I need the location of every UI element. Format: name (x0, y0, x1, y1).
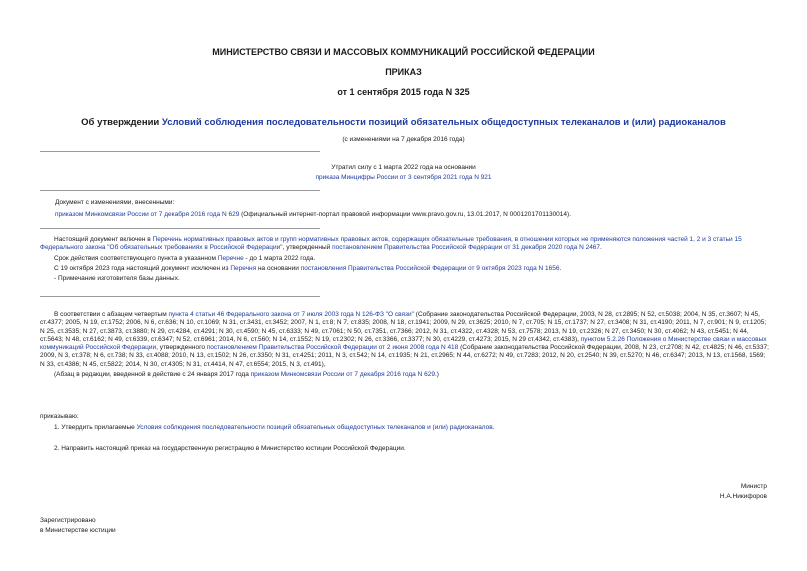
edition-paragraph (40, 371, 770, 379)
notice-paragraph-2 (40, 255, 770, 263)
changes-link[interactable]: приказом Минкомсвязи России от 7 декабря 2016 года N 629 (55, 211, 240, 218)
notice-perechnya-link[interactable]: Перечня (230, 264, 257, 272)
document-type: ПРИКАЗ (385, 67, 422, 77)
body-text: , утвержденного (156, 344, 207, 352)
signature-post: Министр (740, 483, 767, 490)
notice-resolution-link[interactable]: постановлением Правительства Российской Федерации от 31 декабря 2020 года N 2467 (332, 244, 601, 252)
ministry-heading: МИНИСТЕРСТВО СВЯЗИ И МАССОВЫХ КОММУНИКАЦИЙ РОССИЙСКОЙ ФЕДЕРАЦИИ (212, 47, 595, 57)
notice-text: Срок действия соответствующего пункта в указанном (54, 254, 218, 262)
changes-source: (Официальный интернет-портал правовой информации www.pravo.gov.ru, 13.01.2017, N 0001201701130014). (239, 211, 571, 218)
notice-text: . (600, 244, 602, 252)
registration-line-1: Зарегистрировано (40, 517, 96, 524)
regulation-link[interactable]: пунктом 5.2.26 Положения о Министерстве связи и массовых коммуникаций Российской Федерации (40, 335, 767, 352)
order-item-1 (54, 424, 774, 432)
title-link[interactable]: Условий соблюдения последовательности позиций обязательных общедоступных телеканалов и (или) радиоканалов (161, 117, 726, 128)
signature-name: Н.А.Никифоров (719, 493, 767, 500)
item-text: 1. Утвердить прилагаемые (54, 424, 137, 431)
notice-resolution-2023-link[interactable]: постановления Правительства Российской Федерации от 9 октября 2023 года N 1656 (300, 264, 560, 272)
notice-text: С 19 октября 2023 года настоящий документ исключен из (54, 264, 231, 272)
document-date: от 1 сентября 2015 года N 325 (337, 87, 470, 97)
resolution-418-link[interactable]: постановлением Правительства Российской Федерации от 2 июня 2008 года N 418 (206, 344, 459, 352)
divider-3 (40, 228, 320, 229)
divider-4 (40, 296, 320, 297)
item-text: . (492, 424, 495, 431)
body-text: .) (434, 371, 439, 379)
body-text: В соответствии с абзацем четвертым (54, 311, 169, 318)
notice-text: , утвержденный (282, 244, 333, 252)
body-block (40, 311, 770, 379)
notice-text: . (559, 264, 562, 272)
title-prefix: Об утверждении (81, 117, 162, 128)
edition-note: (с изменениями на 7 декабря 2016 года) (342, 136, 465, 143)
body-text: (Собрание законодательства Российской Федерации, 2008, N 23, ст.2708; N 42, ст.4825; N 46, ст.5337; 2009, N 3, ст.378; N 6, ст.738; N 33, ст.4088; 2010, N 13, ст.1502; N 26, ст.3350; N 31, ст.4251; 2011, N 3, ст.542; N 14, ст.1935; N 21, ст.2965; N 44, ст.6272; N 49, ст.7283; 2012, N 20, ст.2540; N 39, ст.5270; N 46, ст.6347; 2013, N 13, ст.1568, 1569; N 33, ст.4386; N 45, ст.5822; 2014, N 30, ст.4305; N 31, ст.4414, N 47, ст.6554; 2015, N 3, ст.491), (40, 344, 769, 368)
body-text: (Абзац в редакции, введенной в действие с 24 января 2017 года (54, 371, 251, 379)
body-text: (Собрание законодательства Российской Федерации, 2003, N 28, ст.2895; N 52, ст.5038; 2004, N 35, ст.3607; N 45, ст.4377; 2005, N 19, ст.1752; 2006, N 6, ст.636; N 10, ст.1069; N 31, ст.3431, ст.3452; 2007, N 1, ст.8; N 7, ст.835; 2008, N 18, ст.1941; 2009, N 29, ст.3625; 2010, N 7, ст.705; N 15, ст.1737; N 27, ст.3408; N 31, ст.4190; 2011, N 7, ст.901; N 9, ст.1205; N 25, ст.3535; N 27, ст.3873, ст.3880; N 29, ст.4284, ст.4291; N 30, ст.4590; N 45, ст.6333; N 49, ст.7061; N 50, ст.7351, ст.7366; 2012, N 31, ст.4322, ст.4328; N 53, ст.7578; 2013, N 19, ст.2326; N 27, ст.3450; N 30, ст.4062; N 43, ст.5451; N 44, ст.5643; N 48, ст.6162; N 49, ст.6339, ст.6347; N 52, ст.6961; 2014, N 6, ст.560; N 14, ст.1552; N 19, ст.2302; N 26, ст.3366, ст.3377; N 30, ст.4229, ст.4273; 2015, N 29 ст.4342, ст.4383), (40, 311, 767, 343)
edition-link[interactable]: приказом Минкомсвязи России от 7 декабря 2016 года N 629 (250, 371, 435, 379)
conditions-link[interactable]: Условия соблюдения последовательности позиций обязательных общедоступных телеканалов и (или) радиоканалов (136, 424, 493, 431)
notice-block (40, 236, 770, 283)
expired-text: Утратил силу с 1 марта 2022 года на основании (331, 164, 476, 171)
registration-line-2: в Министерстве юстиции (40, 527, 116, 534)
notice-text: на основании (256, 264, 301, 272)
body-paragraph-1 (40, 311, 770, 369)
notice-text: - до 1 марта 2022 года. (243, 254, 316, 262)
notice-paragraph-3 (40, 265, 770, 273)
order-item-2: 2. Направить настоящий приказ на государственную регистрацию в Министерство юстиции Российской Федерации. (54, 445, 406, 452)
notice-paragraph-4: - Примечание изготовителя базы данных. (54, 275, 180, 283)
divider-2 (40, 190, 320, 191)
notice-text: Настоящий документ включен в (54, 236, 153, 243)
notice-perechen-link[interactable]: Перечне (217, 254, 244, 262)
divider-1 (40, 151, 320, 152)
changes-label: Документ с изменениями, внесенными: (55, 199, 175, 206)
order-word: приказываю: (40, 413, 79, 420)
document-title (0, 117, 807, 128)
notice-list-link[interactable]: Перечень нормативных правовых актов и групп нормативных правовых актов, содержащих обязательные требования, в отношении которых не применяются положения частей 1, 2 и 3 статьи 15 Федерального закона "Об обязательных требованиях в Российской Федерации" (40, 236, 742, 252)
law-link[interactable]: пункта 4 статьи 46 Федерального закона от 7 июля 2003 года N 126-ФЗ "О связи" (168, 311, 414, 318)
notice-paragraph-1 (40, 236, 770, 253)
expired-note (0, 174, 807, 182)
changes-line (55, 211, 775, 219)
expired-link[interactable]: приказа Минцифры России от 3 сентября 2021 года N 921 (315, 174, 492, 181)
